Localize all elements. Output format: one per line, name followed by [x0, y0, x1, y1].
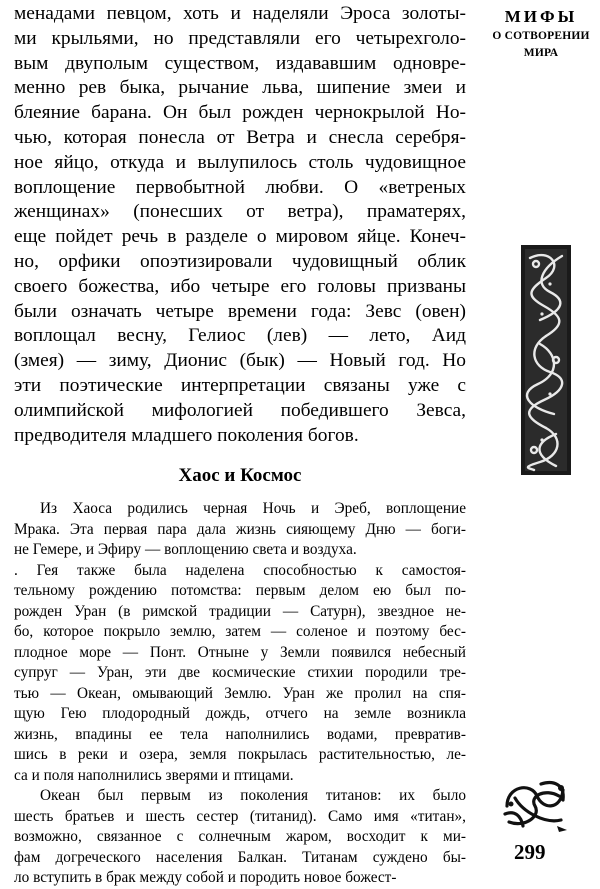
paragraph-ocean-titans	[14, 786, 466, 889]
section-heading: Хаос и Космос	[178, 465, 302, 487]
running-header-subtitle-2: МИРА	[523, 47, 559, 59]
text-line: супруг — Уран, эти две космические стихии породили тре-	[14, 664, 466, 682]
text-line: жизнь, впадины ее тела наполнились водами, превратив-	[14, 725, 466, 743]
text-line: были означать четыре времени года: Зевс (овен)	[14, 300, 466, 322]
running-header-title: МИФЫ	[504, 7, 578, 26]
text-line: вым двуполым существом, издававшим одновре-	[14, 52, 466, 74]
paragraph-chaos	[14, 499, 466, 561]
text-line: ми крыльями, но представляли его четырехголо-	[14, 27, 466, 49]
text-line: Океан был первым из поколения титанов: их было	[40, 787, 466, 805]
text-line: щую Гею плодородный дождь, отчего на земле возникла	[14, 705, 466, 723]
text-line: бо, которое покрыло землю, затем — соленое и поэтому бес-	[14, 623, 466, 641]
text-line: но, орфики опоэтизировали чудовищный облик	[14, 250, 466, 272]
paragraph-gaia	[14, 561, 466, 787]
paragraph-orphic-eros	[14, 2, 466, 448]
text-line: Из Хаоса родились черная Ночь и Эреб, воплощение	[40, 500, 466, 518]
text-line: возможно, связанное с солнечным жаром, восходит к ми-	[14, 828, 466, 846]
text-line: менно рев быка, рычание льва, шипение змеи и	[14, 77, 466, 99]
text-line: са и поля наполнились зверями и птицами.	[14, 766, 294, 784]
text-line: блеяние барана. Он был рожден чернокрылой Но-	[14, 102, 466, 124]
text-line: (змея) — зиму, Дионис (бык) — Новый год. Но	[14, 350, 466, 372]
text-line: шесть братьев и шесть сестер (титанид). Само имя «титан»,	[14, 807, 466, 825]
text-line: шись в реки и озера, земля покрылась растительностью, ле-	[14, 746, 466, 764]
page-number: 299	[514, 840, 546, 864]
text-line: воплощение первобытной любви. О «ветреных	[14, 176, 466, 198]
text-line: предводителя младшего поколения богов.	[14, 424, 359, 446]
text-line: Мрака. Эта первая пара дала жизнь сияющему Дню — боги-	[14, 520, 466, 538]
carved-knotwork-ornament-icon	[520, 244, 572, 476]
running-header-subtitle-1: О СОТВОРЕНИИ	[492, 30, 590, 42]
text-line: не Гемере, и Эфиру — воплощению света и воздуха.	[14, 541, 357, 559]
text-line: фам догреческого населения Балкан. Титанам суждено бы-	[14, 848, 466, 866]
running-header	[488, 6, 594, 62]
text-line: олимпийской мифологией победившего Зевса,	[14, 399, 466, 421]
text-line: своего божества, ибо четыре его головы призваны	[14, 275, 466, 297]
text-line: еще пойдет речь в разделе о мировом яйце. Конеч-	[14, 226, 466, 248]
text-line: воплощал весну, Гелиос (лев) — лето, Аид	[14, 325, 466, 347]
intertwined-beast-ornament-icon	[501, 776, 569, 834]
main-text-column	[14, 2, 466, 889]
text-line: тельному рождению потомства: первым делом ею был по-	[14, 582, 466, 600]
text-line: рожден Уран (в римской традиции — Сатурн), звездное не-	[14, 602, 466, 620]
text-line: эти поэтические интерпретации связаны уже с	[14, 374, 466, 396]
text-line: менадами певцом, хоть и наделяли Эроса золоты-	[14, 3, 466, 24]
text-line: ное яйцо, откуда и вылупилось столь чудовищное	[14, 151, 466, 173]
text-line: ло вступить в брак между собой и породить новое божест-	[14, 869, 397, 887]
text-line: тью — Океан, омывающий Землю. Уран же пролил на спя-	[14, 684, 466, 702]
text-line: чью, которая понесла от Ветра и снесла серебря-	[14, 126, 466, 148]
text-line: плодное море — Понт. Отныне у Земли появился небесный	[14, 643, 466, 661]
text-line: женщинах» (понесших от ветра), праматерях,	[14, 201, 466, 223]
text-line: . Гея также была наделена способностью к самостоя-	[14, 561, 466, 579]
